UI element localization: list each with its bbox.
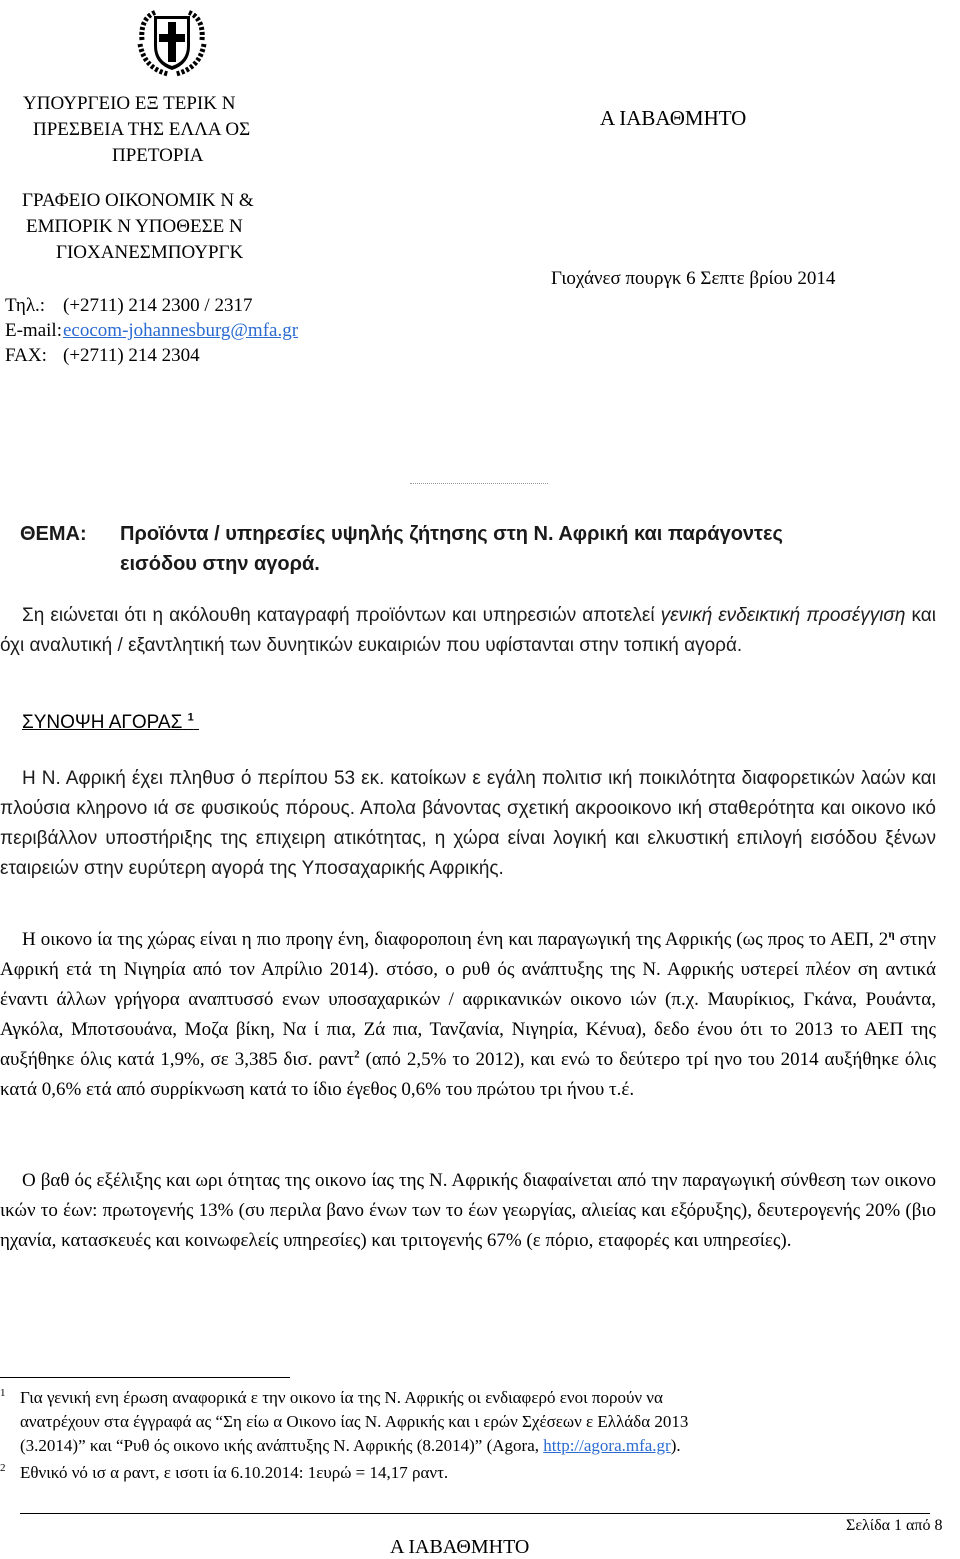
embassy-name: ΠΡΕΣΒΕΙΑ ΤΗΣ ΕΛΛΑ ΟΣ bbox=[33, 119, 251, 140]
email-label: E-mail: bbox=[5, 320, 62, 341]
footnote-ref-1[interactable]: 1 bbox=[187, 711, 194, 724]
subject-line2: εισόδου στην αγορά. bbox=[120, 553, 320, 575]
page-number: Σελίδα 1 από 8 bbox=[846, 1517, 943, 1534]
footnote-1-line3: (3.2014)” και “Ρυθ ός οικονο ικής ανάπτυξης Ν. Αφρικής (8.2014)” (Agora, bbox=[20, 1436, 544, 1455]
footnote-ref-2[interactable]: 2 bbox=[354, 1048, 360, 1061]
footer-rule bbox=[20, 1513, 930, 1514]
greek-coat-of-arms-emblem bbox=[134, 6, 210, 78]
date-line: Γιοχάνεσ πουργκ 6 Σεπτε βρίου 2014 bbox=[551, 268, 836, 289]
economy-text-a: Η οικονο ία της χώρας είναι η πιο προηγ ένη, διαφοροποιη ένη και παραγωγική της Αφρικής (ως προς το ΑΕΠ, 2 bbox=[22, 929, 889, 950]
fax-number: (+2711) 214 2304 bbox=[63, 345, 200, 366]
classification-header: Α ΙΑΒΑΘΜΗΤΟ bbox=[600, 106, 747, 130]
subject-label: ΘΕΜΑ: bbox=[20, 523, 87, 545]
summary-heading-text: ΣΥΝΟΨΗ ΑΓΟΡΑΣ bbox=[22, 712, 183, 733]
population-paragraph bbox=[0, 764, 936, 884]
fax-line bbox=[5, 343, 200, 368]
footnote-2-text: Εθνικό νό ισ α ραντ, ε ισοτι ία 6.10.2014: 1ευρώ = 14,17 ραντ. bbox=[20, 1463, 449, 1482]
footnote-separator bbox=[0, 1377, 290, 1378]
fax-label: FAX: bbox=[5, 345, 47, 366]
agora-link[interactable]: http://agora.mfa.gr bbox=[543, 1436, 671, 1455]
footnote-1-line1: Για γενική ενη έρωση αναφορικά ε την οικονο ία της Ν. Αφρικής οι ενδιαφερό ενοι πορούν να bbox=[20, 1388, 663, 1407]
population-text: Η Ν. Αφρική έχει πληθυσ ό περίπου 53 εκ. κατοίκων ε εγάλη πολιτισ ική ποικιλότητα διαφορετικών λαών και πλούσια κληρονο ιά σε φυσικούς πόρους. Απολα βάνοντας σχετική ακροοικονο ική σταθερότητα και οικονο ικό περιβάλλον υποστήριξης της επιχειρη ατικότητας, η χώρα είναι λογική και ελκυστική επιλογή εισόδου ξένων εταιρειών στην ευρύτερη αγορά της Υποσαχαρικής Αφρικής. bbox=[0, 768, 936, 879]
intro-text-end: και όχι αναλυτική / εξαντλητική των δυνητικών ευκαιριών που υφίστανται στην τοπική αγορά. bbox=[0, 605, 936, 656]
phone-line bbox=[5, 293, 252, 318]
footnote-1-line2: ανατρέχουν στα έγγραφά ας “Ση είω α Οικονο ίας Ν. Αφρικής και ι ερών Σχέσεων ε Ελλάδα 2013 bbox=[20, 1412, 689, 1431]
summary-heading bbox=[22, 712, 199, 734]
economy-text-b: στην Αφρική ετά τη Νιγηρία από τον Απρίλιο 2014). στόσο, ο ρυθ ός ανάπτυξης της Ν. Αφρικής υστερεί πλέον ση αντικά έναντι άλλων γρήγορα αναπτυσσό ενων υποσαχαρικών / αφρικανικών οικονο ιών (π.χ. Μαυρίκιος, Γκάνα, Ρουάντα, Αγκόλα, Μποτσουάνα, Μοζα βίκη, Να ί πια, Ζά πια, Τανζανία, Νιγηρία, Κένυα), δεδο ένου ότι το 2013 το ΑΕΠ της αυξήθηκε όλις κατά 1,9%, σε 3,385 δισ. ραντ bbox=[0, 929, 937, 1070]
ministry-name: ΥΠΟΥΡΓΕΙΟ ΕΞ ΤΕΡΙΚ Ν bbox=[23, 93, 236, 114]
sectors-paragraph bbox=[0, 1166, 936, 1256]
separator-dots bbox=[410, 483, 548, 484]
email-link[interactable]: ecocom-johannesburg@mfa.gr bbox=[63, 320, 299, 341]
footnote-1: 1 Για γενική ενη έρωση αναφορικά ε την οικονο ία της Ν. Αφρικής οι ενδιαφερό ενοι πορούν να ανατρέχουν στα έγγραφά ας “Ση είω α Οικονο ίας Ν. Αφρικής και ι ερών Σχέσεων ε Ελλάδα 2013 (3.2014)” και “Ρυθ ός οικονο ικής ανάπτυξης Ν. Αφρικής (8.2014)” (Agora, http://agora.mfa.gr). bbox=[0, 1386, 940, 1458]
economy-paragraph bbox=[0, 925, 936, 1105]
office-city: ΓΙΟΧΑΝΕΣΜΠΟΥΡΓΚ bbox=[56, 242, 244, 263]
intro-text-start: Ση ειώνεται ότι η ακόλουθη καταγραφή προϊόντων και υπηρεσιών αποτελεί bbox=[22, 605, 661, 626]
office-name-line2: ΕΜΠΟΡΙΚ Ν ΥΠΟΘΕΣΕ Ν bbox=[26, 216, 243, 237]
footnote-1-end: ). bbox=[670, 1436, 681, 1455]
subject-block bbox=[20, 519, 920, 579]
economy-text-c: (από 2,5% το 2012), και ενώ το δεύτερο τρί ηνο του 2014 αυξήθηκε όλις κατά 0,6% ετά από συρρίκνωση κατά το ίδιο έγεθος 0,6% του πρώτου τρι ήνου τ.έ. bbox=[0, 1049, 936, 1100]
footnote-2: 2 Εθνικό νό ισ α ραντ, ε ισοτι ία 6.10.2014: 1ευρώ = 14,17 ραντ. bbox=[0, 1462, 449, 1482]
office-name-line1: ΓΡΑΦΕΙΟ ΟΙΚΟΝΟΜΙΚ Ν & bbox=[22, 190, 254, 211]
subject-line1: Προϊόντα / υπηρεσίες υψηλής ζήτησης στη Ν. Αφρική και παράγοντες bbox=[120, 523, 783, 545]
email-line bbox=[5, 318, 298, 343]
classification-footer: Α ΙΑΒΑΘΜΗΤΟ bbox=[390, 1536, 530, 1558]
ordinal-superscript: η bbox=[888, 928, 895, 941]
phone-number: (+2711) 214 2300 / 2317 bbox=[63, 295, 253, 316]
intro-emphasis: γενική ενδεικτική προσέγγιση bbox=[660, 605, 906, 626]
phone-label: Τηλ.: bbox=[5, 295, 46, 316]
embassy-city: ΠΡΕΤΟΡΙΑ bbox=[112, 145, 204, 166]
sectors-text: Ο βαθ ός εξέλιξης και ωρι ότητας της οικονο ίας της Ν. Αφρικής διαφαίνεται από την παραγωγική σύνθεση των οικονο ικών το έων: πρωτογενής 13% (συ περιλα βανο ένων των το έων γεωργίας, αλιείας και εξόρυξης), δευτερογενής 20% (βιο ηχανία, κατασκευές και κοινωφελείς υπηρεσίες) και τριτογενής 67% (ε πόριο, εταφορές και υπηρεσίες). bbox=[0, 1170, 936, 1251]
intro-paragraph bbox=[0, 601, 936, 661]
